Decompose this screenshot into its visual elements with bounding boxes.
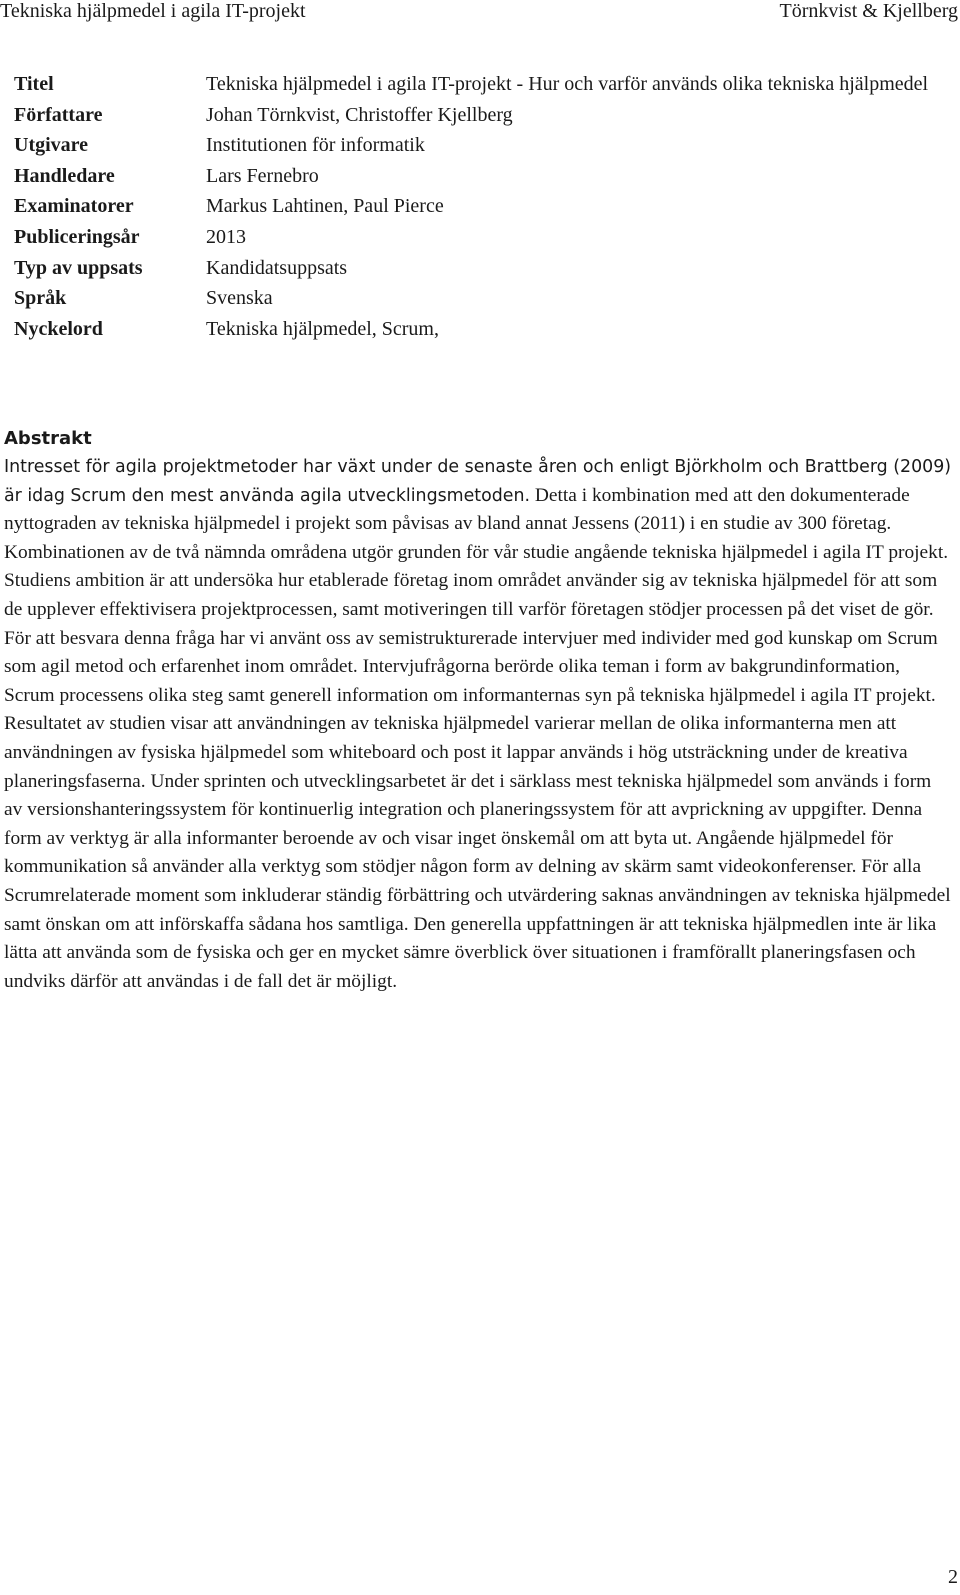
metadata-value: Institutionen för informatik — [206, 134, 425, 157]
metadata-label: Språk — [14, 287, 67, 310]
metadata-value: Lars Fernebro — [206, 164, 319, 187]
metadata-table — [14, 70, 954, 345]
running-header — [0, 0, 960, 26]
metadata-label: Examinatorer — [14, 195, 134, 218]
abstract-lead: Intresset för agila projektmetoder har växt under de senaste åren och enligt Björkholm och Brattberg (2009) är idag Scrum den mest använda agila utvecklingsmetoden. — [4, 457, 952, 506]
abstract-text — [4, 453, 952, 996]
metadata-row — [14, 162, 954, 193]
metadata-value: Tekniska hjälpmedel, Scrum, — [206, 317, 439, 340]
metadata-row — [14, 101, 954, 132]
metadata-row — [14, 192, 954, 223]
metadata-value: 2013 — [206, 225, 246, 248]
header-title: Tekniska hjälpmedel i agila IT-projekt — [0, 0, 306, 22]
metadata-label: Publiceringsår — [14, 225, 140, 248]
abstract-heading: Abstrakt — [4, 428, 92, 449]
metadata-label: Författare — [14, 103, 103, 126]
header-authors: Törnkvist & Kjellberg — [779, 0, 958, 22]
metadata-value: Svenska — [206, 287, 273, 310]
metadata-row — [14, 284, 954, 315]
metadata-value: Johan Törnkvist, Christoffer Kjellberg — [206, 103, 513, 126]
metadata-value: Markus Lahtinen, Paul Pierce — [206, 195, 444, 218]
metadata-row — [14, 70, 954, 101]
metadata-label: Titel — [14, 73, 54, 95]
metadata-label: Nyckelord — [14, 317, 103, 340]
abstract-body: Detta i kombination med att den dokumenterade nyttograden av tekniska hjälpmedel i projekt som påvisas av bland annat Jessens (2011) i en studie av 300 företag. Kombinationen av de två nämnda områdena utgör grunden för vår studie angående tekniska hjälpmedel i agila IT projekt. Studiens ambition är att undersöka hur etablerade företag inom området använder sig av tekniska hjälpmedel för att som de upplever effektivisera projektprocessen, samt motiveringen till varför företagen stödjer processen på det viset de gör. För att besvara denna fråga har vi använt oss av semistrukturerade intervjuer med individer med god kunskap om Scrum som agil metod och erfarenhet inom området. Intervjufrågorna berörde olika teman i form av bakgrundinformation, Scrum processens olika steg samt generell information om informanternas syn på tekniska hjälpmedel i agila IT projekt. Resultatet av studien visar att användningen av tekniska hjälpmedel varierar mellan de olika informanterna men att användningen av fysiska hjälpmedel som whiteboard och post it lappar används i hög utsträckning under de kreativa planeringsfaserna. Under sprinten och utvecklingsarbetet är det i särklass mest tekniska hjälpmedel som används i form av versionshanteringssystem för kontinuerlig integration och planeringssystem för att avprickning av uppgifter. Denna form av verktyg är alla informanter beroende av och visar inget önskemål om att byta ut. Angående hjälpmedel för kommunikation så använder alla verktyg som stödjer någon form av delning av skärm samt videokonferenser. För alla Scrumrelaterade moment som inkluderar ständig förbättring och utvärdering saknas användningen av tekniska hjälpmedel samt önskan om att införskaffa sådana hos samtliga. Den generella uppfattningen är att tekniska hjälpmedlen inte är lika lätta att använda som de fysiska och ger en mycket sämre överblick över situationen i framförallt planeringsfasen och undviks därför att användas i de fall det är möjligt. — [4, 484, 951, 992]
metadata-label: Typ av uppsats — [14, 256, 143, 279]
metadata-row — [14, 223, 954, 254]
metadata-row — [14, 254, 954, 285]
metadata-label: Utgivare — [14, 134, 89, 157]
metadata-row — [14, 131, 954, 162]
metadata-value: Kandidatsuppsats — [206, 256, 348, 279]
page-number: 2 — [948, 1566, 958, 1588]
metadata-row — [14, 315, 954, 346]
metadata-value: Tekniska hjälpmedel i agila IT-projekt - Hur och varför används olika tekniska hjälpmedel — [206, 73, 929, 95]
metadata-label: Handledare — [14, 164, 115, 187]
